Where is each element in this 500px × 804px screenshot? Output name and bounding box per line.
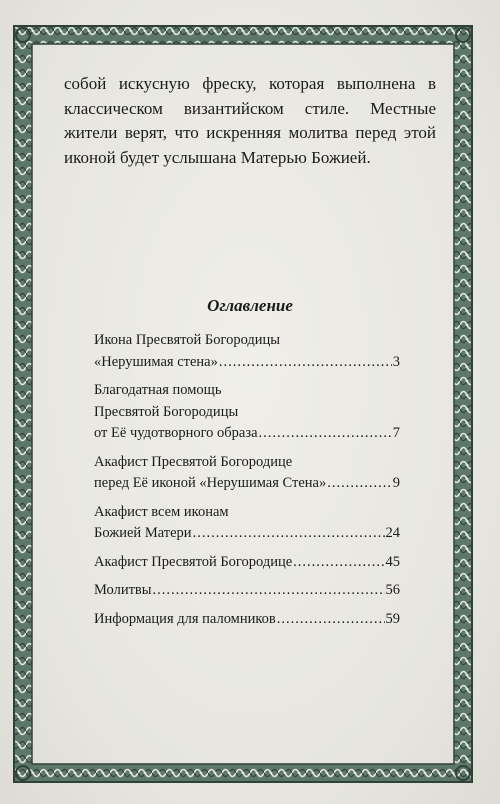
toc-page-number: 45 [385,553,400,570]
body-paragraph: собой искусную фреску, которая выполнена в классическом византийском стиле. Местные жители верят, что искренняя молитва перед этой иконой будет услышана Матерью Божией. [64,74,436,167]
toc-entry-line: Акафист Пресвятой Богородице [94,553,293,570]
dot-leader [153,580,385,602]
dot-leader [277,609,385,631]
toc-entry[interactable] [94,580,400,602]
toc-heading: Оглавление [207,296,293,315]
toc-entry[interactable] [94,380,400,445]
toc-entry-line: Акафист всем иконам [94,503,229,520]
toc-page-number: 59 [385,610,400,627]
toc-entry-line: Божией Матери [94,525,192,541]
toc-entry-line: Икона Пресвятой Богородицы [94,332,281,348]
toc-entry-line: перед Её иконой «Нерушимая Стена» [94,475,327,491]
dot-leader [219,352,392,374]
toc-entry-line: «Нерушимая стена» [94,353,218,370]
toc-page-number: 3 [392,353,400,370]
toc-page-number: 56 [385,582,400,598]
toc-entry-line: Благодатная помощь [94,382,222,398]
toc-entry-line: от Её чудотворного образа [94,425,258,441]
toc-entry[interactable] [94,330,400,373]
toc-entry[interactable] [94,609,400,631]
toc-entry[interactable] [94,552,400,574]
table-of-contents [94,330,400,637]
toc-page-number: 7 [392,425,400,441]
toc-entry-line: Акафист Пресвятой Богородице [94,453,293,470]
dot-leader [293,552,384,574]
toc-entry-line: Молитвы [94,582,152,598]
toc-entry-line: Пресвятой Богородицы [94,403,239,420]
dot-leader [193,523,385,545]
toc-page-number: 9 [392,475,400,491]
toc-entry-line: Информация для паломников [94,610,276,627]
dot-leader [259,423,392,445]
toc-entry[interactable] [94,452,400,495]
toc-page-number: 24 [385,525,400,541]
dot-leader [327,473,392,495]
toc-entry[interactable] [94,502,400,545]
